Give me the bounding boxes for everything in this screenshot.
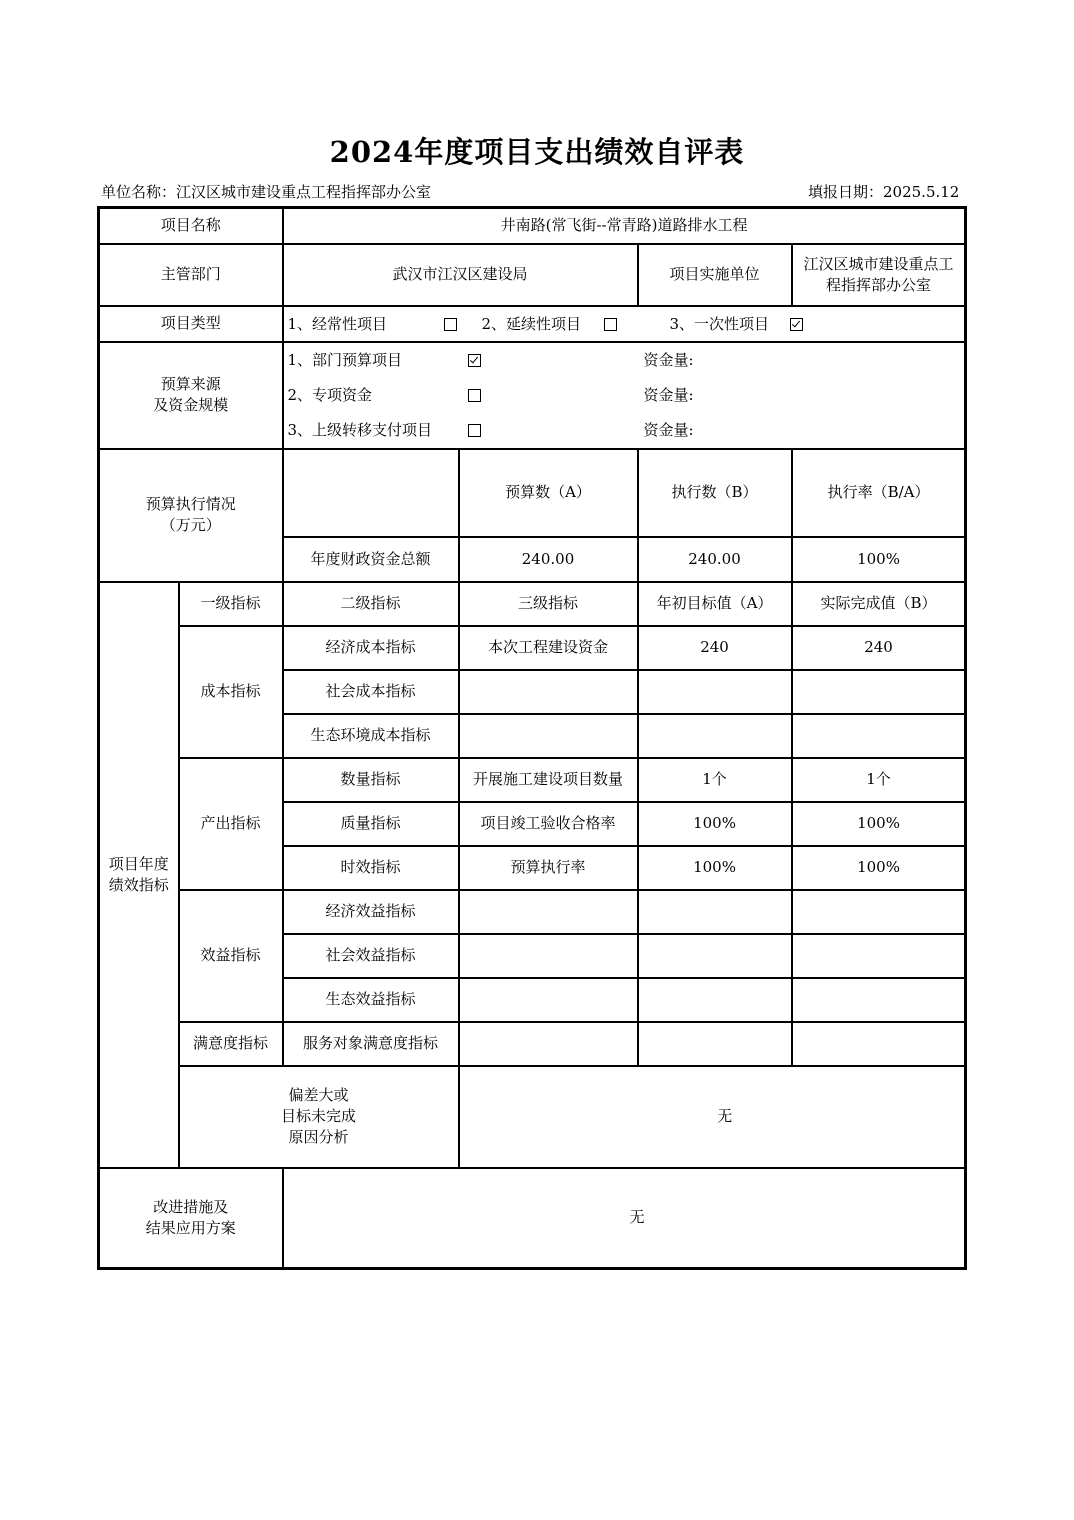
cell-actual <box>792 714 966 758</box>
improvement-value: 无 <box>283 1168 966 1269</box>
col-exec-header: 执行数（B） <box>638 449 792 537</box>
cell-actual <box>792 670 966 714</box>
cell-level2: 生态效益指标 <box>283 978 459 1022</box>
dept-budget-checkbox[interactable] <box>468 354 481 367</box>
cell-target: 100% <box>638 802 792 846</box>
type-option-recurring: 1、经常性项目 <box>287 314 388 333</box>
col-budget-header: 预算数（A） <box>459 449 638 537</box>
budget-amount: 240.00 <box>459 537 638 582</box>
table-row <box>99 890 966 934</box>
header-actual: 实际完成值（B） <box>792 582 966 626</box>
table-row <box>99 626 966 670</box>
cell-actual: 100% <box>792 802 966 846</box>
cell-level3: 预算执行率 <box>459 846 638 890</box>
cell-target <box>638 890 792 934</box>
special-fund-checkbox[interactable] <box>468 389 481 402</box>
cell-level2: 经济效益指标 <box>283 890 459 934</box>
type-continuing-checkbox[interactable] <box>604 318 617 331</box>
cell-level2: 数量指标 <box>283 758 459 802</box>
budget-source-row <box>99 342 966 449</box>
type-onetime-checkbox[interactable] <box>790 318 803 331</box>
impl-unit-label: 项目实施单位 <box>638 244 792 306</box>
type-option-continuing: 2、延续性项目 <box>481 314 582 333</box>
cell-level3 <box>459 978 638 1022</box>
dept-value: 武汉市江汉区建设局 <box>283 244 638 306</box>
project-name-label: 项目名称 <box>99 208 283 244</box>
type-option-onetime: 3、一次性项目 <box>669 314 770 333</box>
cell-level2: 质量指标 <box>283 802 459 846</box>
type-recurring-checkbox[interactable] <box>444 318 457 331</box>
cell-actual <box>792 978 966 1022</box>
dept-row <box>99 244 966 306</box>
deviation-row <box>99 1066 966 1168</box>
cell-actual <box>792 890 966 934</box>
cell-level3: 项目竣工验收合格率 <box>459 802 638 846</box>
benefit-indicator-label: 效益指标 <box>179 890 283 1022</box>
table-row <box>99 1022 966 1066</box>
cell-level3 <box>459 1022 638 1066</box>
col-rate-header: 执行率（B/A） <box>792 449 966 537</box>
cell-level2: 时效指标 <box>283 846 459 890</box>
improvement-label: 改进措施及 结果应用方案 <box>99 1168 283 1269</box>
header-target: 年初目标值（A） <box>638 582 792 626</box>
cell-target: 100% <box>638 846 792 890</box>
budget-source-label: 预算来源 及资金规模 <box>99 342 283 449</box>
deviation-label: 偏差大或 目标未完成 原因分析 <box>179 1066 459 1168</box>
unit-name: 单位名称：江汉区城市建设重点工程指挥部办公室 <box>101 183 432 201</box>
cell-target <box>638 714 792 758</box>
project-name-value: 井南路(常飞街--常青路)道路排水工程 <box>283 208 966 244</box>
transfer-checkbox[interactable] <box>468 424 481 437</box>
cell-level2: 经济成本指标 <box>283 626 459 670</box>
cell-level3 <box>459 670 638 714</box>
output-indicator-label: 产出指标 <box>179 758 283 890</box>
cell-level3 <box>459 714 638 758</box>
cell-level3 <box>459 890 638 934</box>
source-item-special-fund: 2、专项资金 资金量: <box>287 385 694 404</box>
cell-level2: 生态环境成本指标 <box>283 714 459 758</box>
execution-row-label: 年度财政资金总额 <box>283 537 459 582</box>
cell-level3: 开展施工建设项目数量 <box>459 758 638 802</box>
project-name-row <box>99 208 966 244</box>
indicator-header-row <box>99 582 966 626</box>
project-type-label: 项目类型 <box>99 306 283 342</box>
project-type-row <box>99 306 966 342</box>
cell-level2: 社会效益指标 <box>283 934 459 978</box>
table-row <box>99 758 966 802</box>
execution-rate: 100% <box>792 537 966 582</box>
execution-label: 预算执行情况 （万元） <box>99 449 283 582</box>
fill-date: 填报日期：2025.5.12 <box>808 183 960 201</box>
self-evaluation-table <box>97 206 967 1270</box>
header-level2: 二级指标 <box>283 582 459 626</box>
cell-actual <box>792 934 966 978</box>
project-type-options <box>283 306 966 342</box>
cost-indicator-label: 成本指标 <box>179 626 283 758</box>
indicator-group-label: 项目年度 绩效指标 <box>99 582 179 1168</box>
dept-label: 主管部门 <box>99 244 283 306</box>
cell-level2: 社会成本指标 <box>283 670 459 714</box>
executed-amount: 240.00 <box>638 537 792 582</box>
cell-target <box>638 1022 792 1066</box>
cell-level3 <box>459 934 638 978</box>
execution-blank-header <box>283 449 459 537</box>
impl-unit-value: 江汉区城市建设重点工程指挥部办公室 <box>792 244 966 306</box>
cell-target: 1个 <box>638 758 792 802</box>
improvement-row <box>99 1168 966 1269</box>
header-level1: 一级指标 <box>179 582 283 626</box>
cell-actual: 1个 <box>792 758 966 802</box>
source-item-transfer: 3、上级转移支付项目 资金量: <box>287 420 694 439</box>
budget-source-items <box>283 342 966 449</box>
cell-actual: 240 <box>792 626 966 670</box>
cell-level2: 服务对象满意度指标 <box>283 1022 459 1066</box>
cell-level3: 本次工程建设资金 <box>459 626 638 670</box>
source-item-dept-budget: 1、部门预算项目 资金量: <box>287 350 694 369</box>
cell-actual <box>792 1022 966 1066</box>
execution-header-row <box>99 449 966 537</box>
cell-target <box>638 978 792 1022</box>
cell-target <box>638 934 792 978</box>
header-level3: 三级指标 <box>459 582 638 626</box>
satisfaction-indicator-label: 满意度指标 <box>179 1022 283 1066</box>
cell-target <box>638 670 792 714</box>
cell-actual: 100% <box>792 846 966 890</box>
cell-target: 240 <box>638 626 792 670</box>
form-title: 2024年度项目支出绩效自评表 <box>329 135 745 169</box>
deviation-value: 无 <box>459 1066 966 1168</box>
